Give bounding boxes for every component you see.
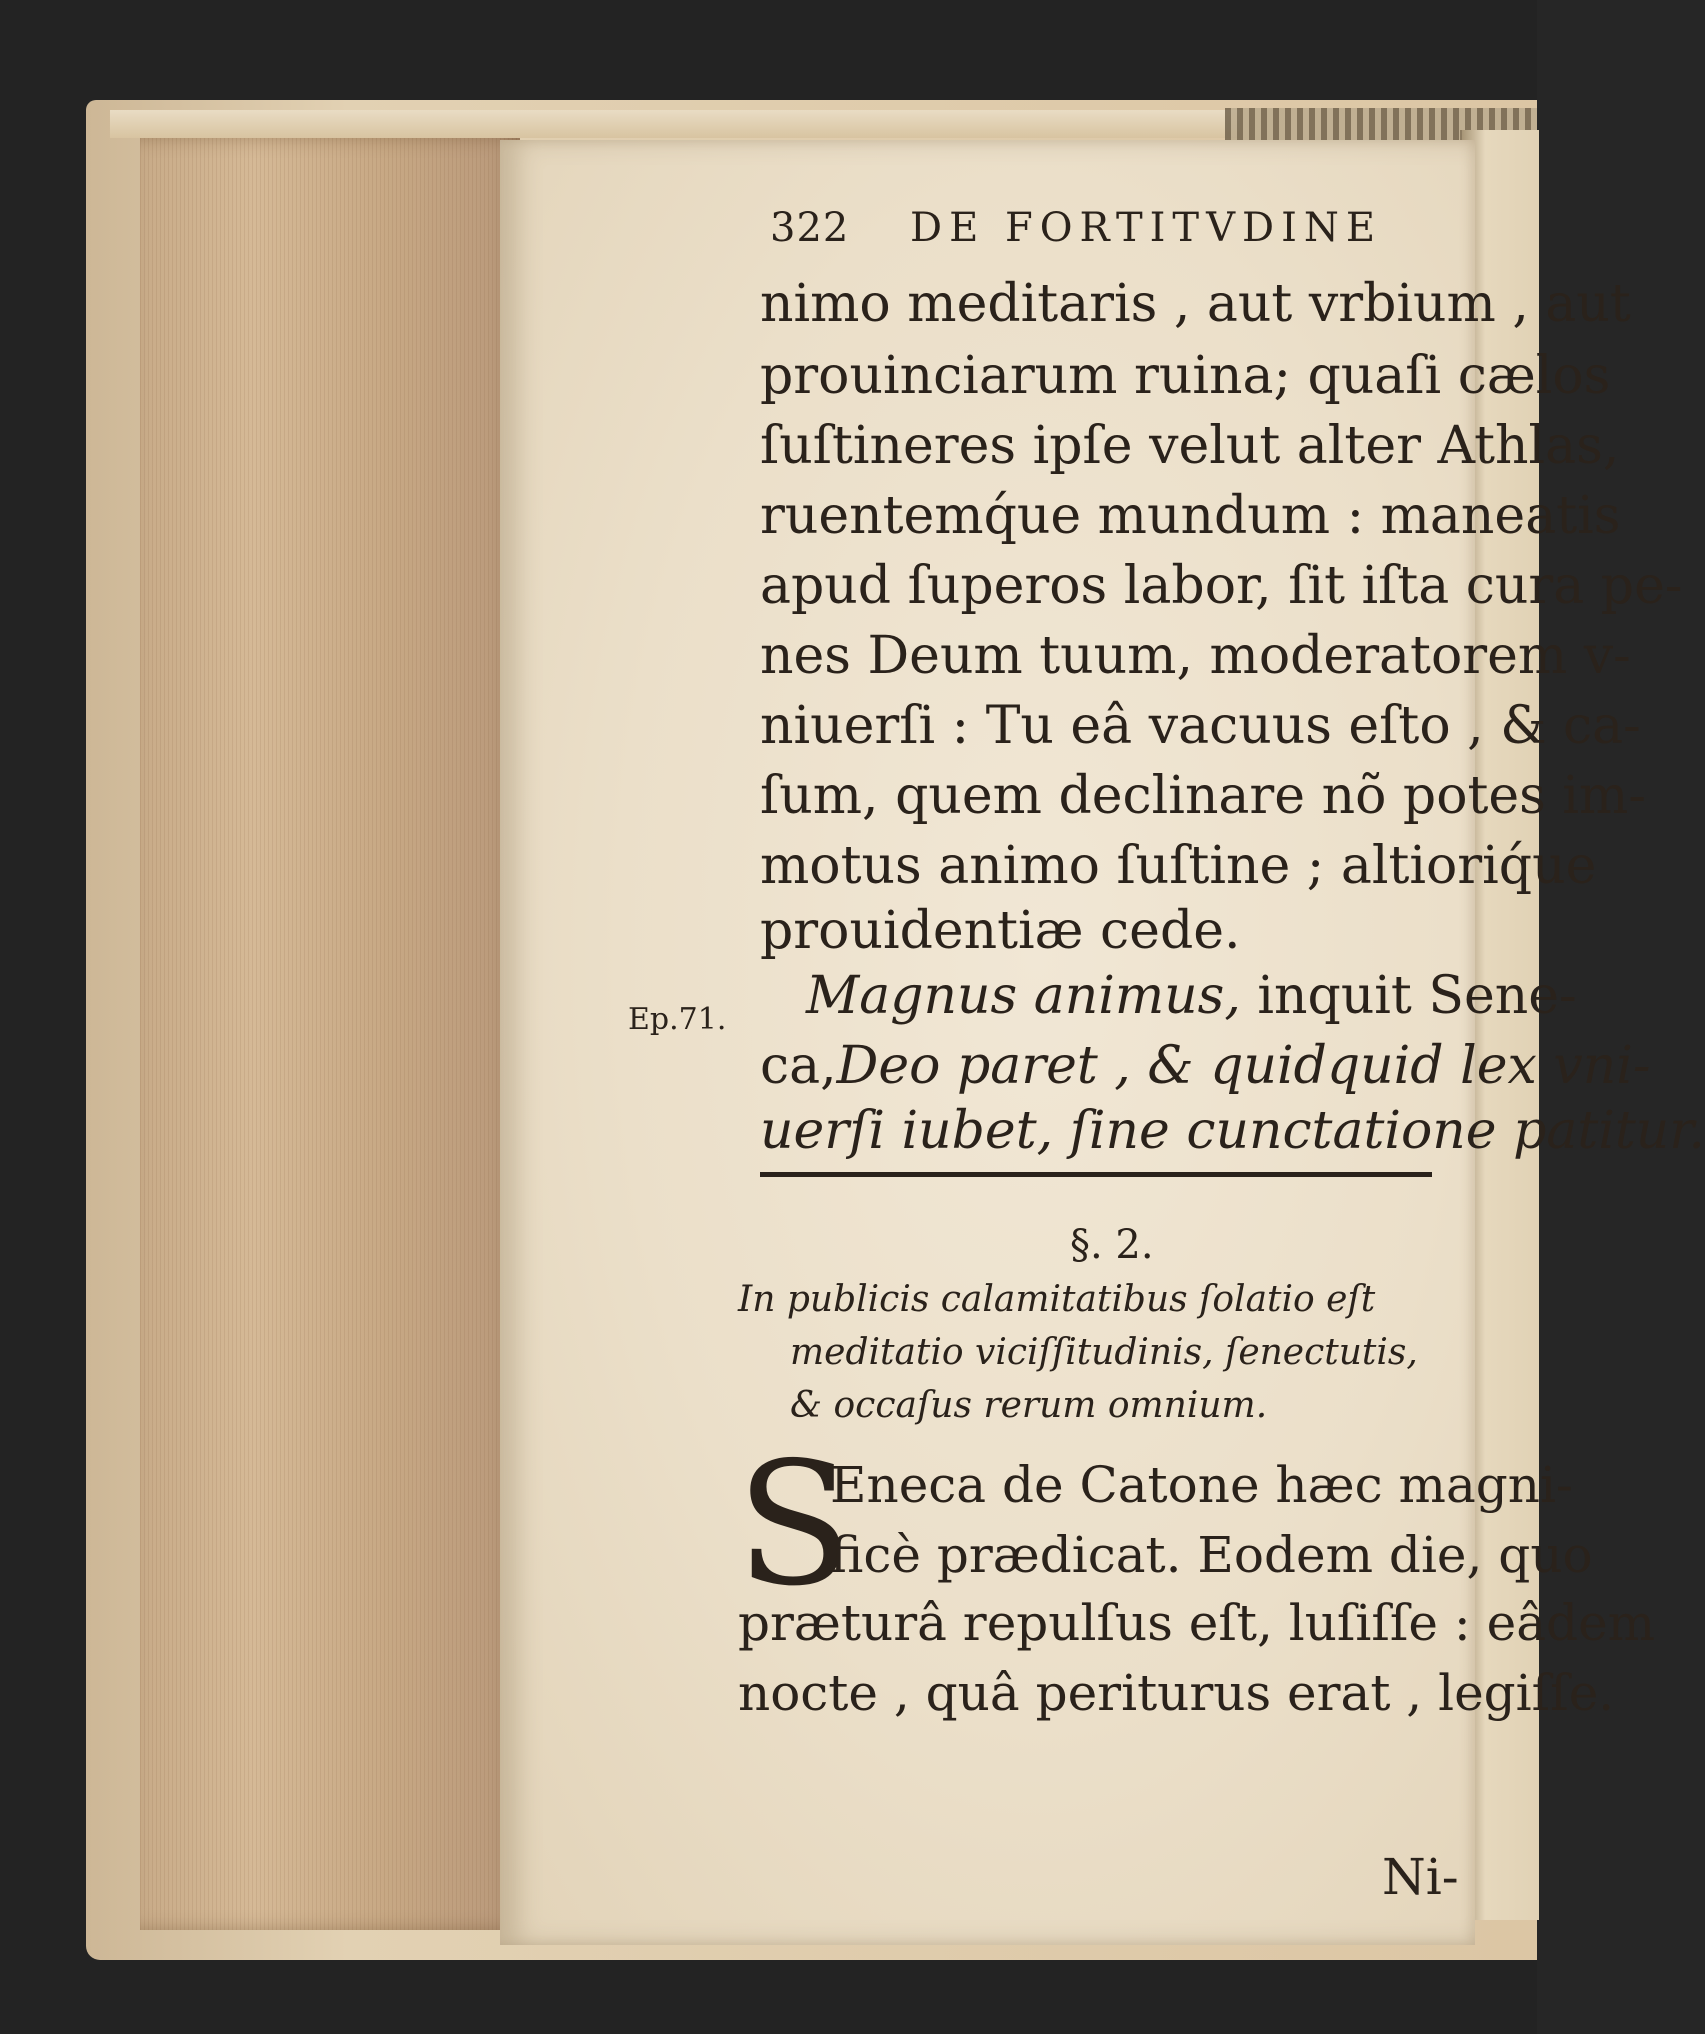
margin-note: Ep.71.	[628, 1002, 727, 1037]
paragraph-line: nocte , quâ periturus erat , legiſſe.	[738, 1664, 1615, 1722]
body-line: prouinciarum ruina; quaſi cælos	[760, 346, 1611, 406]
drop-cap: S	[736, 1426, 853, 1624]
paragraph-line: ficè prædicat. Eodem die, quo	[830, 1526, 1593, 1584]
body-line: prouidentiæ cede.	[760, 901, 1241, 961]
section-heading-line: & occaſus rerum omnium.	[790, 1385, 1268, 1426]
paragraph-line: Eneca de Catone hæc magni-	[830, 1456, 1573, 1514]
quote-italic: Magnus animus,	[806, 966, 1241, 1026]
quote-line	[806, 966, 1577, 1026]
body-line: motus animo ſuſtine ; altioriq́ue	[760, 836, 1597, 896]
section-heading-line: meditatio viciſſitudinis, ſenectutis,	[790, 1332, 1418, 1373]
quote-line	[760, 1036, 1651, 1096]
catchword: Ni-	[1382, 1848, 1459, 1906]
quote-line: uerſi iubet, ſine cunctatione patitur.	[760, 1101, 1705, 1161]
cover-top-edge	[110, 110, 1240, 138]
body-line: nes Deum tuum, moderatorem v-	[760, 626, 1631, 686]
body-line: niuerſi : Tu eâ vacuus eſto , & ca-	[760, 696, 1641, 756]
body-line: nimo meditaris , aut vrbium , aut	[760, 274, 1631, 334]
running-title: DE FORTITVDINE	[910, 205, 1383, 251]
quote-roman: ca,	[760, 1036, 837, 1096]
page-number: 322	[770, 205, 850, 251]
section-rule	[760, 1172, 1432, 1177]
paragraph-line: præturâ repulſus eſt, luſiſſe : eâdem	[738, 1594, 1656, 1652]
quote-roman: inquit Sene-	[1240, 966, 1577, 1026]
section-heading-line: In publicis calamitatibus ſolatio eſt	[738, 1279, 1376, 1320]
body-line: apud ſuperos labor, ſit iſta cura pe-	[760, 556, 1683, 616]
section-sign: §. 2.	[1070, 1222, 1154, 1268]
quote-italic: Deo paret , & quidquid lex vni-	[836, 1036, 1651, 1096]
body-line: ſum, quem declinare nõ potes im-	[760, 766, 1646, 826]
body-line: ſuſtineres ipſe velut alter Athlas,	[760, 416, 1620, 476]
text-block-edge	[140, 138, 520, 1930]
body-line: ruentemq́ue mundum : maneatis	[760, 486, 1621, 546]
